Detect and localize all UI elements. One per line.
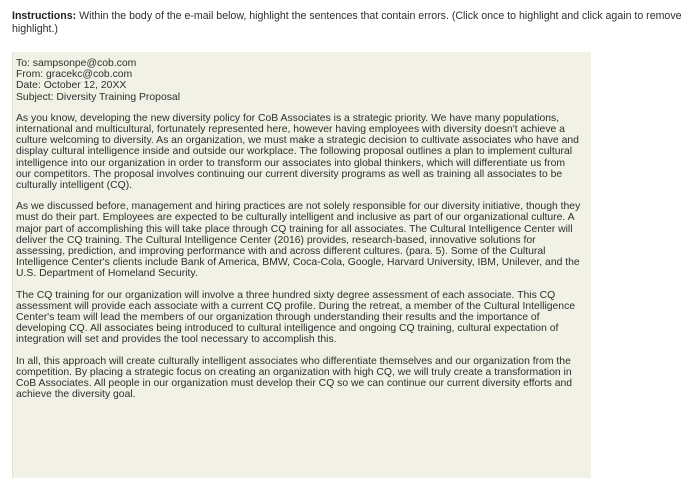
instructions-lead: Instructions: [12,10,77,22]
sentence[interactable]: Some of the Cultural Intelligence Center's clients include Bank of America, BMW, Coca-Cola, Google, Harvard University, IBM, Unilever, and the U.S. Department of Homeland Security. [16,246,580,280]
sentence[interactable]: As we discussed before, management and hiring practices are not solely responsible for our diversity initiative, though they must do their part. [16,201,581,224]
email-subject: Subject: Diversity Training Proposal [16,91,181,103]
email-header [16,58,582,103]
sentence[interactable]: The following proposal outlines a plan to implement cultural intelligence into our organization in order to transform our associates into global thinkers, which will differentiate us from our competitors. [16,146,573,180]
email-paragraph-4 [16,356,582,401]
email-paragraph-3 [16,290,582,346]
instructions [12,10,692,36]
sentence[interactable]: The CQ training for our organization will involve a three hundred sixty degree assessment of each associate. [16,289,515,301]
sentence[interactable]: As an organization, we must make a strategic decision to cultivate associates who have and display cultural intelligence inside and outside our workplace. [16,135,579,158]
sentence[interactable]: The Cultural Intelligence Center will deliver the CQ training. [16,223,573,246]
sentence[interactable]: As you know, developing the new diversity policy for CoB Associates is a strategic priority. [16,112,429,124]
email-from: From: gracekc@cob.com [16,69,133,81]
email-paragraph-1 [16,113,582,191]
sentence[interactable]: A major part of accomplishing this will take place through CQ training for all associates. [16,212,574,235]
sentence[interactable]: The Cultural Intelligence Center (2016) provides, research-based, innovative solutions for assessing, prediction, and improving performance with and across different cultures. (para. 5). [16,234,536,258]
sentence[interactable]: During the retreat, a member of the Cultural Intelligence Center's team will lead the members of our organization through understanding their results and the importance of developing CQ. [16,300,576,335]
sentence[interactable]: The proposal involves continuing our current diversity programs as well as training all associates to be culturally intelligent (CQ). [16,168,563,192]
sentence[interactable]: All associates being introduced to cultural intelligence and ongoing CQ training, cultural expectation of integration will set and provides the tool necessary to accomplish this. [16,323,559,346]
sentence[interactable]: Employees are expected to be culturally intelligent and inclusive as part of our organizational culture. [102,212,566,224]
sentence[interactable]: In all, this approach will create culturally intelligent associates who differentiate themselves and our organization from the competition. [16,355,571,378]
instructions-text: Within the body of the e-mail below, highlight the sentences that contain errors. (Click once to highlight and click again to remove highlight.) [12,10,682,35]
sentence[interactable]: By placing a strategic focus on creating an organization with high CQ, we will truly create a transformation in CoB Associates. [16,366,572,390]
email-to: To: sampsonpe@cob.com [16,58,137,69]
sentence[interactable]: All people in our organization must develop their CQ so we can continue our current diversity efforts and achieve the diversity goal. [16,378,573,401]
email-body [16,58,582,400]
email-date: Date: October 12, 20XX [16,80,127,92]
sentence[interactable]: This CQ assessment will provide each associate with a current CQ profile. [16,289,556,312]
email-paragraph-2 [16,201,582,279]
sentence[interactable]: We have many populations, international and multicultural, fortunately represented here, however having employees with diversity doesn't achieve a culture welcoming to diversity. [16,112,565,147]
